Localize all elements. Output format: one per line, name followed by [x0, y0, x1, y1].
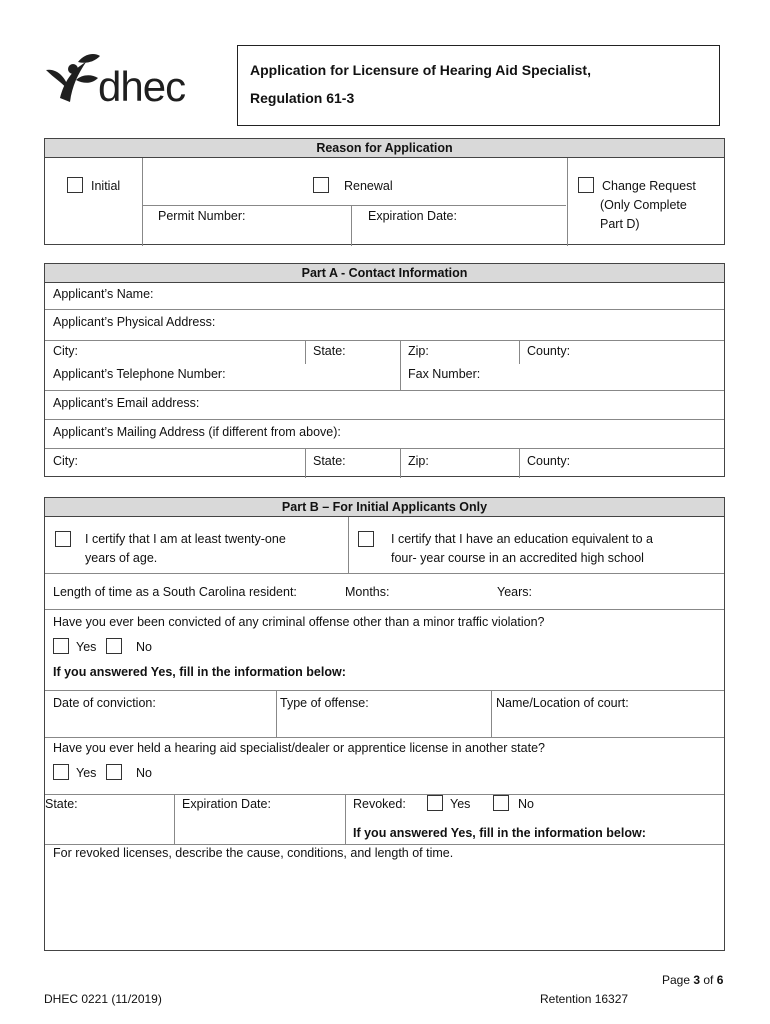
certify-age-checkbox[interactable] [55, 531, 71, 547]
email-field[interactable]: Applicant’s Email address: [53, 396, 200, 410]
part-b-header: Part B – For Initial Applicants Only [45, 498, 724, 517]
physical-address-field[interactable]: Applicant’s Physical Address: [53, 315, 216, 329]
form-title-box [237, 45, 720, 126]
convicted-question: Have you ever been convicted of any criminal offense other than a minor traffic violation? [53, 615, 545, 629]
convicted-yes-label: Yes [76, 640, 97, 654]
retention-code: Retention 16327 [540, 992, 629, 1006]
page-of: of [700, 973, 717, 987]
form-subtitle: Regulation 61-3 [250, 90, 355, 106]
page-indicator [662, 973, 723, 987]
mailing-city-field[interactable]: City: [53, 454, 78, 468]
convicted-no-checkbox[interactable] [106, 638, 122, 654]
convicted-no-label: No [136, 640, 152, 654]
dhec-logo [42, 52, 202, 114]
part-a-section [44, 263, 725, 477]
date-of-conviction-field[interactable]: Date of conviction: [53, 696, 156, 710]
years-field[interactable]: Years: [497, 585, 532, 599]
initial-label: Initial [91, 179, 121, 193]
renewal-label: Renewal [344, 179, 393, 193]
mailing-zip-field[interactable]: Zip: [408, 454, 429, 468]
revoked-no-checkbox[interactable] [493, 795, 509, 811]
other-expiration-date-field[interactable]: Expiration Date: [182, 797, 271, 811]
page-prefix: Page [662, 973, 694, 987]
certify-education-text: I certify that I have an education equivalent to a [391, 532, 653, 546]
form-title: Application for Licensure of Hearing Aid Specialist, [250, 62, 591, 78]
license-question: Have you ever held a hearing aid specialist/dealer or apprentice license in another state? [53, 741, 545, 755]
brand-name: dhec [98, 63, 186, 110]
county-field[interactable]: County: [527, 344, 571, 358]
certify-education-text-2: four- year course in an accredited high school [391, 551, 644, 565]
revoked-description-field[interactable]: For revoked licenses, describe the cause, conditions, and length of time. [53, 846, 454, 860]
revoked-yes-checkbox[interactable] [427, 795, 443, 811]
mailing-county-field[interactable]: County: [527, 454, 571, 468]
license-no-label: No [136, 766, 152, 780]
revoked-no-label: No [518, 797, 534, 811]
page-total: 6 [716, 973, 724, 987]
initial-checkbox[interactable] [67, 177, 83, 193]
certify-age-text-2: years of age. [85, 551, 158, 565]
permit-number-field[interactable]: Permit Number: [158, 209, 246, 223]
revoked-yes-label: Yes [450, 797, 471, 811]
certify-age-text: I certify that I am at least twenty-one [85, 532, 286, 546]
applicant-name-field[interactable]: Applicant’s Name: [53, 287, 154, 301]
if-yes-instruction-2: If you answered Yes, fill in the information below: [353, 826, 646, 840]
part-b-section [44, 497, 725, 951]
mailing-address-field[interactable]: Applicant’s Mailing Address (if different from above): [53, 425, 341, 439]
change-request-checkbox[interactable] [578, 177, 594, 193]
type-of-offense-field[interactable]: Type of offense: [280, 696, 369, 710]
page-number: 3 [693, 973, 701, 987]
telephone-field[interactable]: Applicant’s Telephone Number: [53, 367, 226, 381]
license-yes-label: Yes [76, 766, 97, 780]
license-yes-checkbox[interactable] [53, 764, 69, 780]
reason-header: Reason for Application [45, 139, 724, 158]
months-field[interactable]: Months: [345, 585, 390, 599]
renewal-checkbox[interactable] [313, 177, 329, 193]
expiration-date-field[interactable]: Expiration Date: [368, 209, 457, 223]
license-no-checkbox[interactable] [106, 764, 122, 780]
court-field[interactable]: Name/Location of court: [496, 696, 629, 710]
convicted-yes-checkbox[interactable] [53, 638, 69, 654]
state-field[interactable]: State: [313, 344, 346, 358]
if-yes-instruction: If you answered Yes, fill in the information below: [53, 665, 346, 679]
fax-field[interactable]: Fax Number: [408, 367, 481, 381]
change-request-label: Change Request [602, 179, 696, 193]
other-state-field[interactable]: State: [45, 797, 78, 811]
reason-section [44, 138, 725, 245]
form-id: DHEC 0221 (11/2019) [44, 992, 162, 1006]
change-request-note: (Only Complete [600, 198, 687, 212]
certify-education-checkbox[interactable] [358, 531, 374, 547]
revoked-label: Revoked: [353, 797, 406, 811]
city-field[interactable]: City: [53, 344, 78, 358]
zip-field[interactable]: Zip: [408, 344, 429, 358]
mailing-state-field[interactable]: State: [313, 454, 346, 468]
change-request-note-2: Part D) [600, 217, 640, 231]
part-a-header: Part A - Contact Information [45, 264, 724, 283]
residency-label: Length of time as a South Carolina resident: [53, 585, 297, 599]
